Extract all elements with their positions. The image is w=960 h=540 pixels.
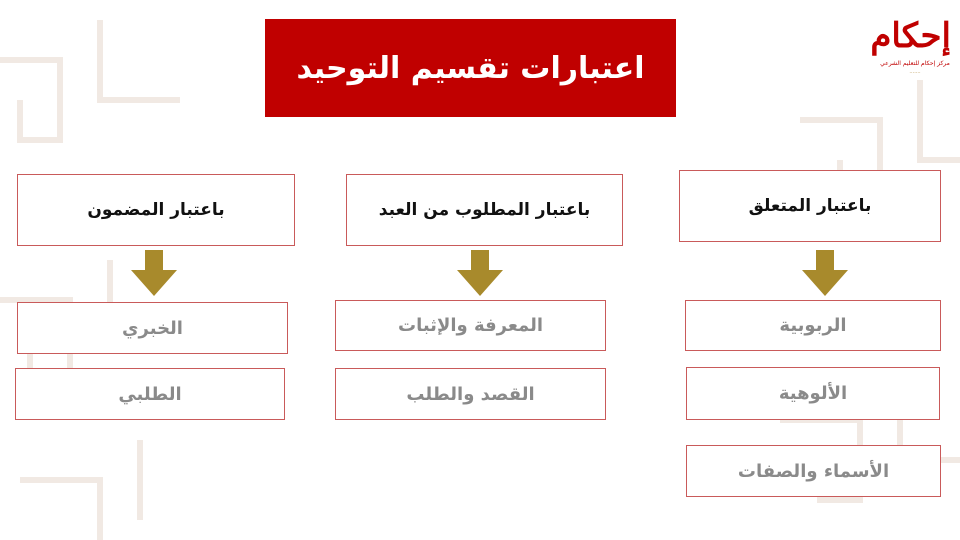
down-arrow-icon: [802, 250, 848, 296]
heading-right: باعتبار المتعلق: [679, 170, 941, 242]
heading-middle: باعتبار المطلوب من العبد: [346, 174, 623, 246]
item-middle-1: المعرفة والإثبات: [335, 300, 606, 351]
down-arrow-icon: [131, 250, 177, 296]
heading-left: باعتبار المضمون: [17, 174, 295, 246]
item-right-1: الربوبية: [685, 300, 941, 351]
diagram-title: اعتبارات تقسيم التوحيد: [265, 19, 676, 117]
item-right-3: الأسماء والصفات: [686, 445, 941, 497]
down-arrow-icon: [457, 250, 503, 296]
logo-subtitle: مركز إحكام للتعليم الشرعي: [880, 60, 950, 67]
item-left-2: الطلبي: [15, 368, 285, 420]
item-left-1: الخبري: [17, 302, 288, 354]
logo: [870, 14, 951, 80]
item-middle-2: القصد والطلب: [335, 368, 606, 420]
item-right-2: الألوهية: [686, 367, 940, 420]
logo-subtitle-2: .......: [909, 69, 921, 75]
logo-text: إحكام: [870, 16, 951, 56]
